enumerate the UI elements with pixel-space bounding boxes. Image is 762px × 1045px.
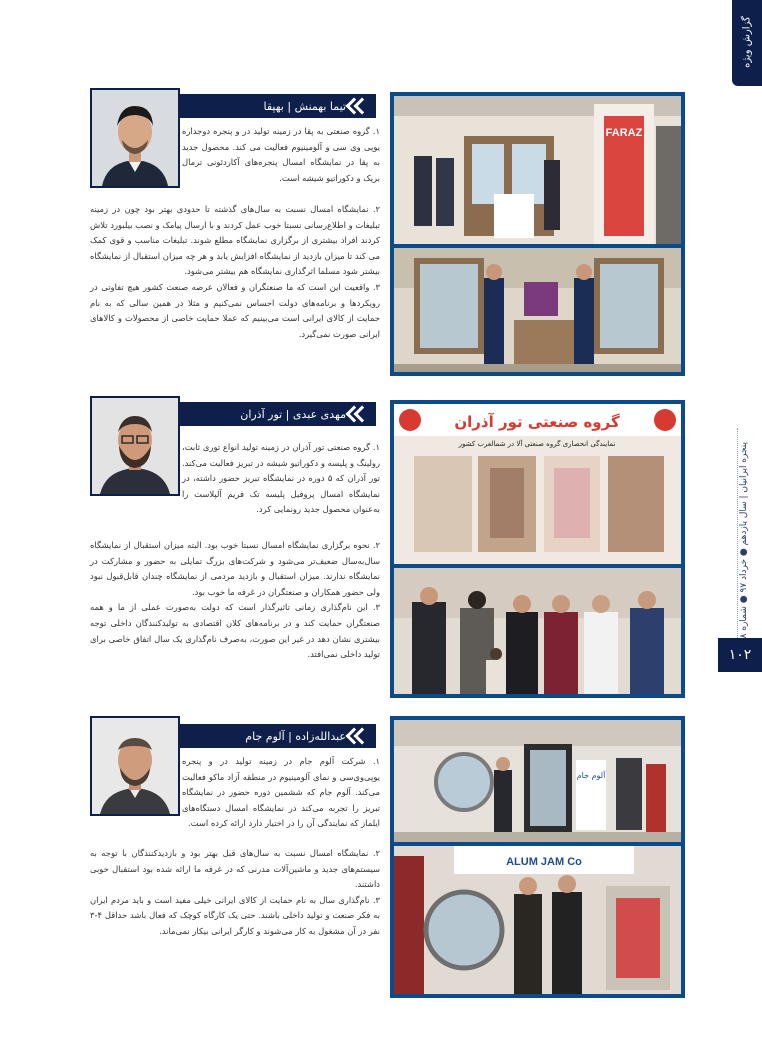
answers-3-rest [90, 846, 380, 940]
interviewee-name-2: مهدی عبدی | تور آذران [240, 407, 346, 421]
magazine-issue-strip [734, 440, 754, 650]
booth-photo-tour-azaran-sign [394, 404, 681, 564]
alum-jam-banner: ALUM JAM Co [506, 856, 582, 868]
answer-3-2: ۲. نمایشگاه امسال نسبت به سال‌های قبل بهتر بود و بازدیدکنندگان با توجه به سیستم‌های جدید و ماشین‌آلات مدرنی که در غرفه ما ارائه شده بود استقبال خوبی داشتند. [90, 848, 380, 890]
faraz-sign: FARAZ [605, 127, 643, 139]
tour-azaran-subtitle: نمایندگی انحصاری گروه صنعتی آلا در شمالغرب کشور [458, 440, 616, 448]
alum-jam-booth-sign: آلوم جام [576, 771, 606, 780]
photo-frame-1 [390, 92, 685, 376]
answer-2-2: ۲. نحوه برگزاری نمایشگاه امسال نسبتا خوب بود. البته میزان استقبال از نمایشگاه سال‌به‌سال ضعیف‌تر می‌شود و شرکت‌های بزرگ تمایلی به حضور و مشارکت در نمایشگاه ندارند. میزان استقبال و بازدید مردمی از نمایشگاه چندان قابل‌قبول نبود ولی حضور همکاران و صنعتگران در غرفه ما خوب بود. [90, 540, 380, 597]
interviewee-name-bar-1 [180, 94, 376, 118]
photo-frame-3 [390, 716, 685, 998]
interview-block-2 [90, 396, 680, 700]
answer-2-3: ۳. این نام‌گذاری زمانی تاثیرگذار است که دولت به‌صورت عملی از ما و همه صنعتگران حمایت کند و در برنامه‌های کلان اقتصادی به تولیدکنندگان داخلی توجه بیشتری نشان دهد در غیر این صورت، به‌صرف نام‌گذاری یک سال اتفاق خاصی برای تولید داخلی نمی‌افتد. [90, 602, 380, 660]
chevron-icon [350, 727, 372, 745]
answers-2-rest [90, 538, 380, 663]
answer-3-3: ۳. نام‌گذاری سال به نام حمایت از کالای ایرانی خیلی مفید است و باید مردم ایران به فکر صنعت و تولید داخلی باشند. حتی یک کارگاه کوچک که فعال باشد حداقل ۴-۳ نفر در آن مشغول به کار می‌شوند و کارگر ایرانی بیکار نمی‌ماند. [90, 894, 380, 936]
interviewee-name-bar-2 [180, 402, 376, 426]
booth-photo-alum-jam-hall [394, 720, 681, 842]
interviewee-name-1: تیما بهمنش | بهپقا [263, 99, 346, 113]
portrait-photo-2 [90, 396, 180, 496]
section-label: گزارش ویژه [741, 16, 753, 68]
answer-2-1: ۱. گروه صنعتی تور آذران در زمینه تولید انواع توری ثابت، رولینگ و پلیسه و دکوراتیو شیشه در تبریز فعالیت می‌کند. تور آذران که ۵ دوره در نمایشگاه تبریز حضور داشته، در نمایشگاه امسال پروفیل پلیسه تک فریم آلپلاست را به‌عنوان محصول جدید رونمایی کرد. [182, 442, 380, 515]
answer-1-3: ۳. واقعیت این است که ما صنعتگران و فعالان عرصه صنعت کشور هیچ تفاوتی در رویکردها و برنامه‌های دولت احساس نمی‌کنیم و مثلا در همین سالی که به نام حمایت از کالای ایرانی است می‌بینیم که عملا حمایت خاصی از محصولات و کالاهای ایرانی صورت نمی‌گیرد. [90, 281, 380, 339]
interviewee-name-bar-3 [180, 724, 376, 748]
booth-photo-tour-azaran-team [394, 568, 681, 694]
interviewee-name-3: عبدالله‌زاده | آلوم جام [245, 729, 346, 743]
booth-photo-faraz [394, 96, 681, 244]
portrait-illustration-1 [92, 90, 178, 186]
issue-label: پنجره ایرانیان | سال یازدهم ● خرداد ۹۷ ● شماره [739, 441, 749, 631]
booth-photo-alum-jam-team [394, 846, 681, 994]
booth-photo-behpagha [394, 248, 681, 372]
answer-1-1: ۱. گروه صنعتی به پقا در زمینه تولید در و پنجره دوجداره یوپی وی سی و آلومینیوم فعالیت می کند. محصول جدید به پقا در نمایشگاه امسال پنجره‌های آکاردئونی ترمال بریک و دکوراتیو شیشه است. [182, 126, 380, 183]
interview-block-1 [90, 88, 680, 388]
portrait-photo-3 [90, 716, 180, 816]
answer-3-1: ۱. شرکت آلوم جام در زمینه تولید در و پنجره یوپی‌وی‌سی و نمای آلومینیوم در منطقه آزاد ماکو فعالیت می‌کند. آلوم جام که ششمین دوره حضور در نمایشگاه تبریز را تجربه می‌کند در نمایشگاه امسال دستگاه‌های ایلماز که نمایندگی آن را در اختیار دارد ارائه کرده است. [182, 756, 380, 829]
portrait-illustration-3 [92, 718, 178, 814]
chevron-icon [350, 405, 372, 423]
answer-1-2: ۲. نمایشگاه امسال نسبت به سال‌های گذشته تا حدودی بهتر بود چون در زمینه تبلیغات و اطلاع‌رسانی نسبتا خوب عمل کردند و با ارسال پیامک و نصب بیلبورد تلاش کردند افراد بیشتری از برگزاری نمایشگاه مطلع شوند. تبلیغات مناسب و قوی کمک می کند تا میزان بازدید از نمایشگاه افزایش یابد و هر چه میزان استقبال از نمایشگاه بیشتر شود مسلما اثرگذاری نمایشگاه هم بیشتر می‌شود. [90, 204, 380, 277]
interview-block-3 [90, 712, 680, 1012]
page-number: ۱۰۲ [718, 638, 762, 672]
portrait-illustration-2 [92, 398, 178, 494]
section-tab [732, 0, 762, 86]
chevron-icon [350, 97, 372, 115]
photo-frame-2 [390, 400, 685, 698]
portrait-photo-1 [90, 88, 180, 188]
tour-azaran-title: گروه صنعتی تور آذران [454, 413, 620, 431]
answers-1-rest [90, 202, 380, 342]
